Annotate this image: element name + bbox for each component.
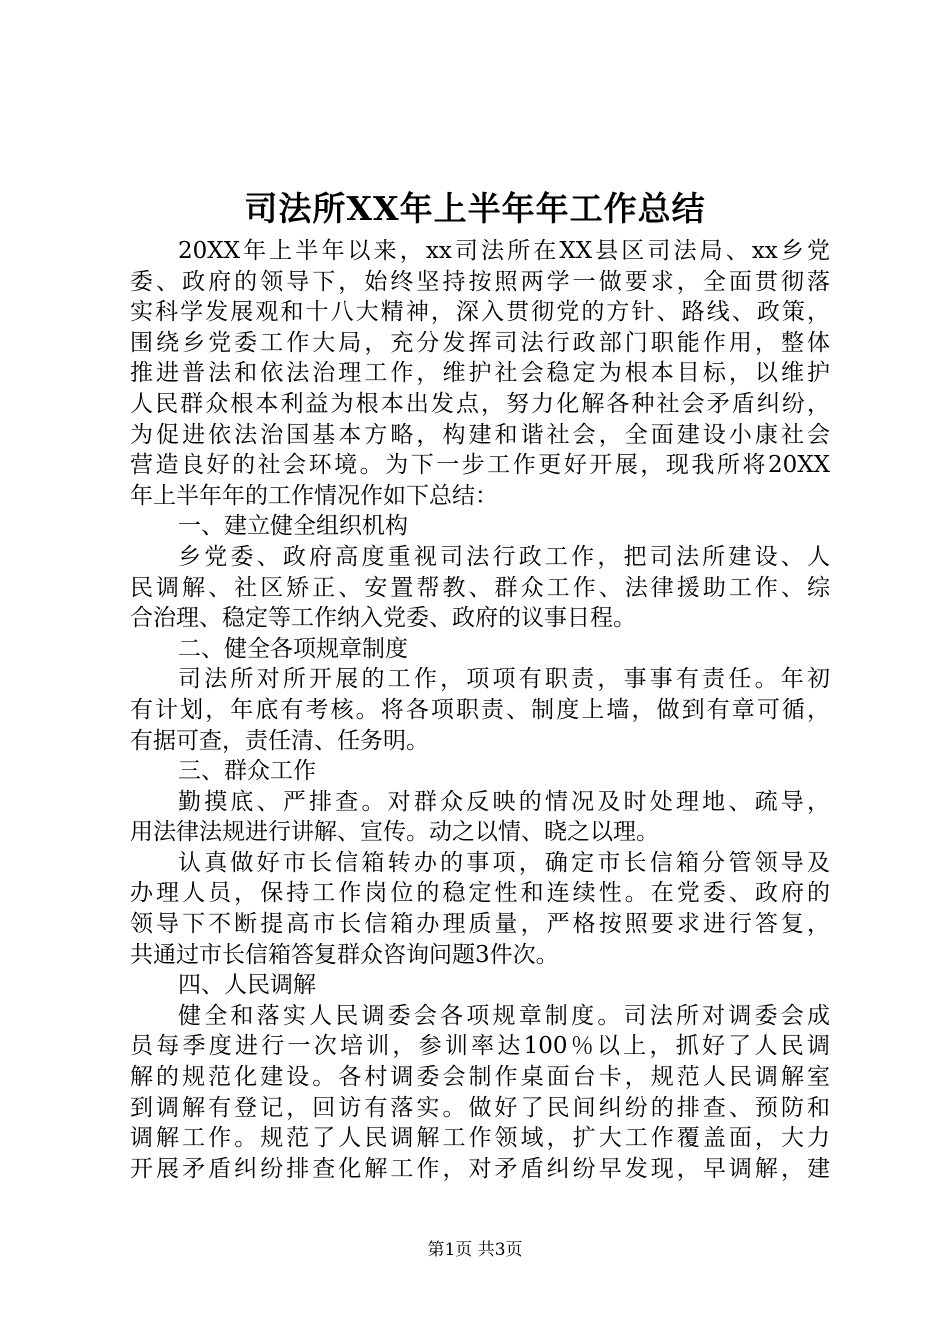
paragraph-line: 20XX年上半年以来，xx司法所在XX县区司法局、xx乡党: [178, 238, 830, 264]
paragraph-line: 解的规范化建设。各村调委会制作桌面台卡，规范人民调解室: [130, 1064, 830, 1091]
paragraph-line: 人民群众根本利益为根本出发点，努力化解各种社会矛盾纠纷，: [130, 390, 830, 417]
paragraph-line: 办理人员，保持工作岗位的稳定性和连续性。在党委、政府的: [130, 880, 830, 907]
paragraph-line: 用法律法规进行讲解、宣传。动之以情、晓之以理。: [130, 819, 659, 846]
section-heading: 四、人民调解: [178, 972, 316, 999]
paragraph-line: 围绕乡党委工作大局，充分发挥司法行政部门职能作用，整体: [130, 329, 830, 356]
section-heading: 一、建立健全组织机构: [178, 513, 408, 540]
paragraph-line: 合治理、稳定等工作纳入党委、政府的议事日程。: [130, 605, 636, 632]
page-number: 第1页 共3页: [427, 1240, 523, 1260]
paragraph-line: 开展矛盾纠纷排查化解工作，对矛盾纠纷早发现，早调解，建: [130, 1155, 830, 1182]
paragraph-line: 员每季度进行一次培训，参训率达100％以上，抓好了人民调: [130, 1033, 830, 1060]
paragraph-line: 委、政府的领导下，始终坚持按照两学一做要求，全面贯彻落: [130, 268, 830, 295]
paragraph-line: 推进普法和依法治理工作，维护社会稳定为根本目标，以维护: [130, 360, 830, 387]
document-body: [130, 236, 830, 1184]
paragraph-line: 为促进依法治国基本方略，构建和谐社会，全面建设小康社会: [130, 421, 830, 448]
paragraph-line: 到调解有登记，回访有落实。做好了民间纠纷的排查、预防和: [130, 1094, 830, 1121]
section-heading: 三、群众工作: [178, 758, 316, 785]
paragraph-line: 勤摸底、严排查。对群众反映的情况及时处理地、疏导，: [178, 788, 830, 815]
paragraph-line: 健全和落实人民调委会各项规章制度。司法所对调委会成: [178, 1002, 830, 1029]
paragraph-line: 有计划，年底有考核。将各项职责、制度上墙，做到有章可循，: [130, 696, 830, 723]
paragraph-line: 领导下不断提高市长信箱办理质量，严格按照要求进行答复，: [130, 911, 830, 938]
paragraph-line: 共通过市长信箱答复群众咨询问题3件次。: [130, 941, 559, 968]
paragraph-line: 司法所对所开展的工作，项项有职责，事事有责任。年初: [178, 666, 830, 693]
paragraph-line: 年上半年年的工作情况作如下总结：: [130, 482, 498, 509]
paragraph-line: 认真做好市长信箱转办的事项，确定市长信箱分管领导及: [178, 849, 830, 876]
paragraph-line: 营造良好的社会环境。为下一步工作更好开展，现我所将20XX: [130, 452, 830, 479]
document-title: 司法所XX年上半年年工作总结: [244, 189, 706, 228]
paragraph-line: 民调解、社区矫正、安置帮教、群众工作、法律援助工作、综: [130, 574, 830, 601]
paragraph-line: 实科学发展观和十八大精神，深入贯彻党的方针、路线、政策，: [130, 299, 830, 326]
paragraph-line: 乡党委、政府高度重视司法行政工作，把司法所建设、人: [178, 543, 830, 570]
paragraph-line: 有据可查，责任清、任务明。: [130, 727, 429, 754]
paragraph-line: 调解工作。规范了人民调解工作领域，扩大工作覆盖面，大力: [130, 1125, 830, 1152]
section-heading: 二、健全各项规章制度: [178, 635, 408, 662]
